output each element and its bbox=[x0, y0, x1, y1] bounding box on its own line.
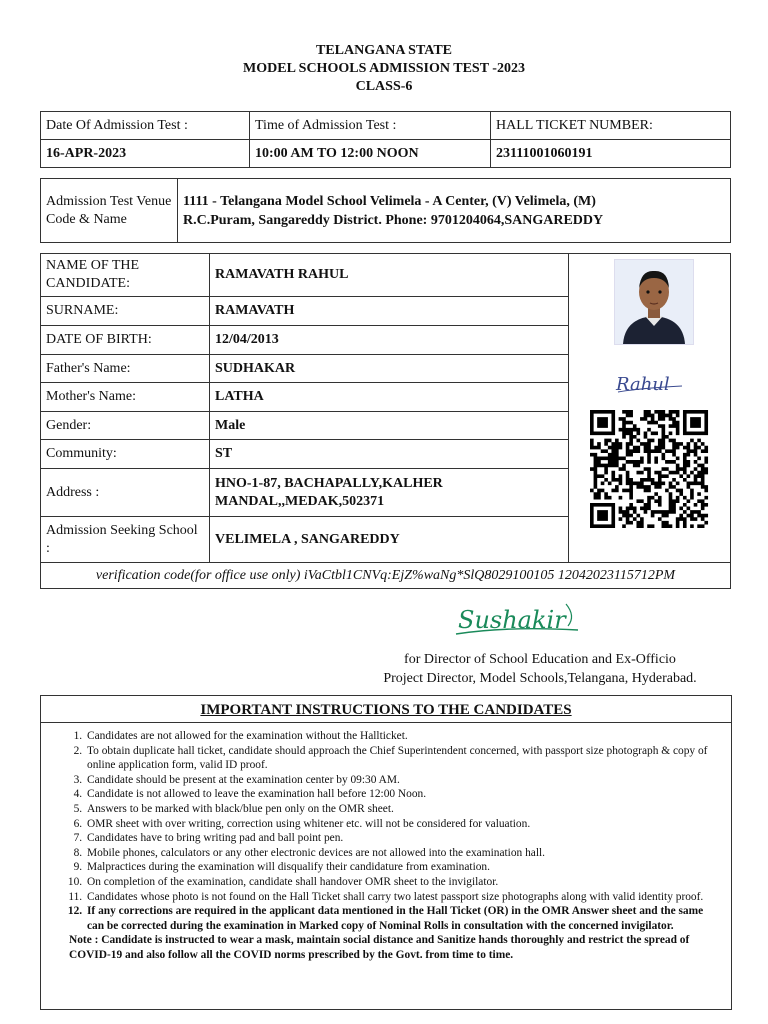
community-label: Community: bbox=[41, 440, 210, 469]
gender-value: Male bbox=[210, 412, 569, 440]
community-value: ST bbox=[210, 440, 569, 469]
venue-value bbox=[178, 179, 731, 243]
instruction-item: 1. Candidates are not allowed for the examination without the Hallticket. bbox=[85, 729, 719, 744]
mother-label: Mother's Name: bbox=[41, 383, 210, 412]
header-state: TELANGANA STATE bbox=[315, 43, 452, 58]
venue-line1: 1111 - Telangana Model School Velimela - A Center, (V) Velimela, (M) bbox=[183, 193, 596, 209]
candidate-signature-text: Rahul bbox=[616, 374, 670, 395]
director-line2: Project Director, Model Schools,Telangana, Hyderabad. bbox=[383, 671, 697, 686]
time-value: 10:00 AM TO 12:00 NOON bbox=[250, 140, 491, 168]
verification-code: verification code(for office use only) iVaCtbl1CNVq:EjZ%waNg*SlQ8029100105 12042023115712PM bbox=[41, 563, 731, 589]
surname-value: RAMAVATH bbox=[210, 297, 569, 326]
instruction-item: 2. To obtain duplicate hall ticket, candidate should approach the Chief Superintendent concerned, with passport size photograph & copy of online application form, valid ID proof. bbox=[85, 744, 719, 773]
gender-label: Gender: bbox=[41, 412, 210, 440]
venue-label: Admission Test Venue Code & Name bbox=[41, 179, 178, 243]
time-label: Time of Admission Test : bbox=[250, 112, 491, 140]
header-test-name: MODEL SCHOOLS ADMISSION TEST -2023 bbox=[243, 61, 525, 76]
address-value: HNO-1-87, BACHAPALLY,KALHER MANDAL,,MEDAK,502371 bbox=[210, 469, 569, 517]
dob-label: DATE OF BIRTH: bbox=[41, 326, 210, 355]
director-signature-image bbox=[448, 596, 598, 644]
name-value: RAMAVATH RAHUL bbox=[210, 254, 569, 297]
mother-value: LATHA bbox=[210, 383, 569, 412]
venue-line2: R.C.Puram, Sangareddy District. Phone: 9701204064,SANGAREDDY bbox=[183, 212, 604, 228]
qr-modules bbox=[590, 410, 708, 528]
test-info-table bbox=[40, 111, 731, 168]
director-designation bbox=[300, 650, 768, 688]
director-line1: for Director of School Education and Ex-Officio bbox=[404, 652, 676, 667]
instruction-item: 11. Candidates whose photo is not found on the Hall Ticket shall carry two latest passport size photographs along with valid identity proof. bbox=[85, 890, 719, 905]
qr-code bbox=[586, 410, 712, 528]
father-value: SUDHAKAR bbox=[210, 355, 569, 383]
name-label: NAME OF THE CANDIDATE: bbox=[41, 254, 210, 297]
dob-value: 12/04/2013 bbox=[210, 326, 569, 355]
father-label: Father's Name: bbox=[41, 355, 210, 383]
candidate-signature-image bbox=[612, 362, 692, 402]
date-label: Date Of Admission Test : bbox=[41, 112, 250, 140]
date-value: 16-APR-2023 bbox=[41, 140, 250, 168]
instruction-item: 9. Malpractices during the examination will disqualify their candidature from examination. bbox=[85, 860, 719, 875]
surname-label: SURNAME: bbox=[41, 297, 210, 326]
covid-note: Note : Candidate is instructed to wear a mask, maintain social distance and Sanitize hands thoroughly and restrict the spread of COVID-19 and also follow all the COVID norms prescribed by the Govt. from time to time. bbox=[69, 934, 690, 961]
header-class: CLASS-6 bbox=[355, 79, 413, 94]
instruction-item-bold: 12. If any corrections are required in the applicant data mentioned in the Hall Ticket (OR) in the OMR Answer sheet and the same can be corrected during the examination in Marked copy of Nominal Rolls in consultation with the concerned invigilator. bbox=[85, 904, 719, 933]
ticket-value: 23111001060191 bbox=[491, 140, 731, 168]
ticket-label: HALL TICKET NUMBER: bbox=[491, 112, 731, 140]
school-value: VELIMELA , SANGAREDDY bbox=[210, 517, 569, 563]
venue-table bbox=[40, 178, 731, 243]
candidate-photo-image bbox=[615, 260, 693, 344]
instruction-item: 8. Mobile phones, calculators or any other electronic devices are not allowed into the examination hall. bbox=[85, 846, 719, 861]
instruction-item: 5. Answers to be marked with black/blue pen only on the OMR sheet. bbox=[85, 802, 719, 817]
candidate-signature bbox=[612, 362, 692, 402]
instructions-list bbox=[41, 729, 731, 933]
director-signature-text: Sushakir bbox=[458, 606, 566, 634]
instruction-item: 4. Candidate is not allowed to leave the examination hall before 12:00 Noon. bbox=[85, 787, 719, 802]
director-signature bbox=[448, 596, 598, 644]
instruction-item: 6. OMR sheet with over writing, correction using whitener etc. will not be considered for valuation. bbox=[85, 817, 719, 832]
instruction-item: 10. On completion of the examination, candidate shall handover OMR sheet to the invigilator. bbox=[85, 875, 719, 890]
instructions-box bbox=[40, 695, 732, 1010]
candidate-photo bbox=[614, 259, 694, 345]
qr-code-image bbox=[586, 410, 712, 528]
header-title bbox=[0, 42, 768, 96]
instruction-item: 3. Candidate should be present at the examination center by 09:30 AM. bbox=[85, 773, 719, 788]
instructions-divider bbox=[41, 722, 731, 723]
school-label: Admission Seeking School : bbox=[41, 517, 210, 563]
instructions-title: IMPORTANT INSTRUCTIONS TO THE CANDIDATES bbox=[200, 702, 572, 718]
instruction-item: 7. Candidates have to bring writing pad and ball point pen. bbox=[85, 831, 719, 846]
address-label: Address : bbox=[41, 469, 210, 517]
